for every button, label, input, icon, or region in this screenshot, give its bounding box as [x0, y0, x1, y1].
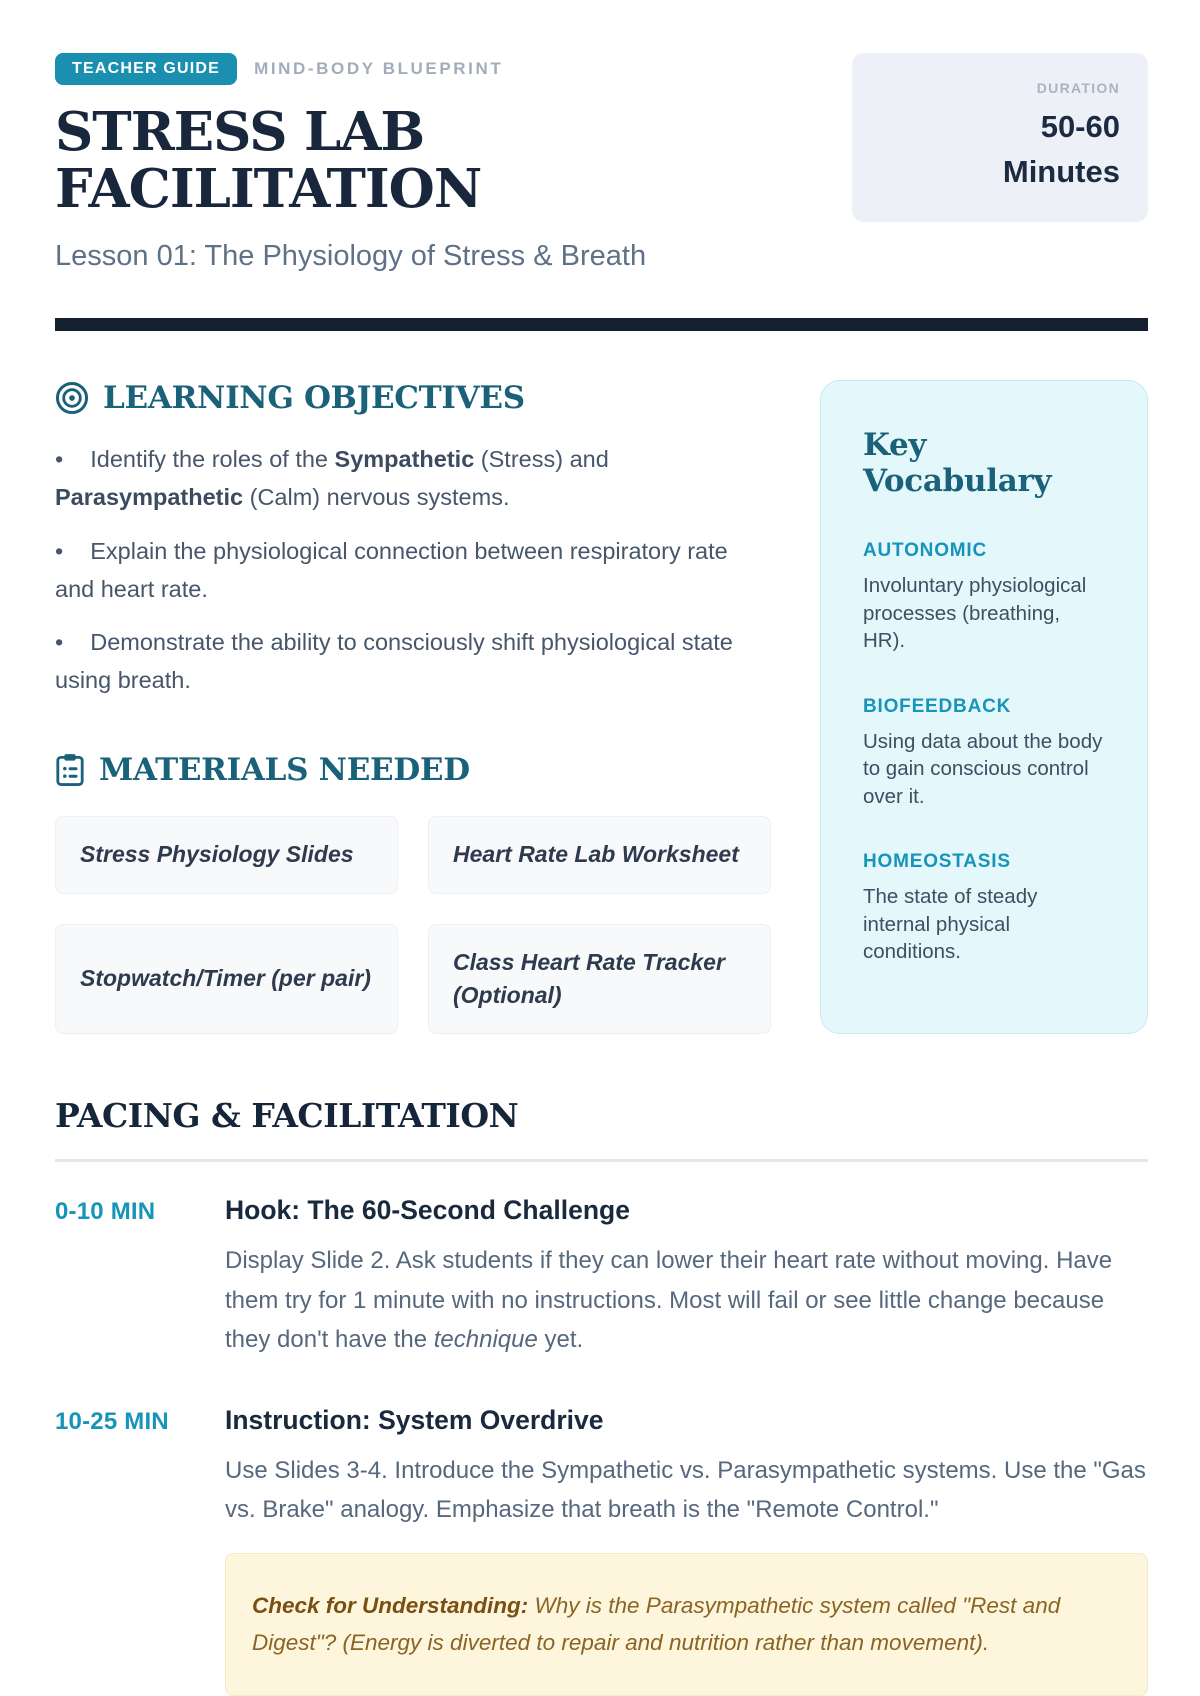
- text-segment: technique: [433, 1326, 538, 1354]
- pacing-section: [55, 1096, 1148, 1696]
- material-label: Heart Rate Lab Worksheet: [453, 841, 739, 868]
- text-segment: Explain the physiological connection between respiratory rate and heart rate.: [55, 537, 728, 602]
- material-label: Stress Physiology Slides: [80, 841, 354, 868]
- header: [55, 53, 1148, 273]
- pacing-body: [225, 1451, 1148, 1530]
- page-title-line1: STRESS LAB: [55, 101, 425, 163]
- page-title-line2: FACILITATION: [55, 157, 482, 220]
- material-label: Class Heart Rate Tracker (Optional): [453, 948, 725, 1009]
- objective-item: [55, 623, 771, 699]
- duration-label: DURATION: [1036, 80, 1120, 96]
- target-icon: [55, 381, 89, 415]
- vocab-term: AUTONOMIC: [863, 540, 988, 562]
- objective-item: [55, 532, 771, 608]
- text-segment: Display Slide 2. Ask students if they can lower their heart rate without moving. Have them try for 1 minute with no instructions. Most will fail or see little change because they don't have the: [225, 1247, 1113, 1354]
- learning-objectives-heading: [55, 380, 771, 416]
- objectives-list: [55, 440, 771, 698]
- duration-box: [852, 53, 1148, 222]
- vocab-definition: Involuntary physiological processes (breathing, HR).: [863, 574, 1087, 653]
- vocab-definition: Using data about the body to gain conscious control over it.: [863, 729, 1103, 808]
- material-label: Stopwatch/Timer (per pair): [80, 965, 371, 992]
- page-title: [55, 101, 646, 220]
- header-left: [55, 53, 646, 273]
- brand-label: MIND-BODY BLUEPRINT: [254, 59, 504, 78]
- materials-heading-text: MATERIALS NEEDED: [99, 751, 470, 788]
- pacing-entry: [55, 1405, 1148, 1696]
- pacing-title: Hook: The 60-Second Challenge: [225, 1195, 630, 1226]
- key-vocabulary-heading: Key Vocabulary: [863, 427, 1052, 500]
- materials-heading: [55, 752, 771, 788]
- material-card: [428, 816, 771, 894]
- badge-row: [55, 53, 646, 85]
- pacing-entry: [55, 1195, 1148, 1359]
- vocab-entry: [863, 851, 1105, 965]
- header-divider: [55, 318, 1148, 331]
- lesson-subtitle: Lesson 01: The Physiology of Stress & Breath: [55, 240, 647, 273]
- left-column: [55, 380, 771, 1034]
- bullet-dot: •: [55, 446, 64, 473]
- pacing-divider: [55, 1159, 1148, 1162]
- text-segment: Use Slides 3-4. Introduce the Sympathetic vs. Parasympathetic systems. Use the "Gas vs. Brake" analogy. Emphasize that breath is the "Remote Control.": [225, 1456, 1146, 1523]
- bullet-dot: •: [55, 537, 64, 564]
- material-card: [428, 924, 771, 1035]
- materials-grid: [55, 816, 771, 1035]
- material-card: [55, 924, 398, 1035]
- text-segment: Parasympathetic: [55, 484, 244, 511]
- callout-text: Why is the Parasympathetic system called "Rest and Digest"? (Energy is diverted to repair and nutrition rather than movement).: [252, 1593, 1061, 1655]
- text-segment: (Calm) nervous systems.: [243, 484, 510, 511]
- pacing-time: 10-25 MIN: [55, 1407, 169, 1435]
- vocab-term: BIOFEEDBACK: [863, 695, 1012, 717]
- pacing-content: [225, 1405, 1148, 1696]
- vocab-term: HOMEOSTASIS: [863, 851, 1011, 873]
- text-segment: Sympathetic: [334, 446, 475, 473]
- vocab-list: [863, 540, 1105, 965]
- main-columns: [55, 380, 1148, 1034]
- vocab-entry: [863, 540, 1105, 654]
- duration-value: 50-60 Minutes: [1002, 109, 1120, 189]
- check-for-understanding-callout: [225, 1553, 1148, 1696]
- vocab-definition: The state of steady internal physical conditions.: [863, 885, 1038, 964]
- pacing-time: 0-10 MIN: [55, 1198, 156, 1226]
- text-segment: Demonstrate the ability to consciously shift physiological state using breath.: [55, 628, 733, 693]
- pacing-heading: PACING & FACILITATION: [55, 1096, 519, 1136]
- text-segment: yet.: [537, 1326, 584, 1354]
- pacing-title: Instruction: System Overdrive: [225, 1404, 604, 1435]
- pacing-body: [225, 1241, 1148, 1359]
- callout-label: Check for Understanding:: [252, 1593, 535, 1619]
- pacing-content: [225, 1195, 1148, 1359]
- clipboard-icon: [55, 753, 85, 787]
- text-segment: (Stress) and: [474, 446, 609, 473]
- pacing-entries: [55, 1195, 1148, 1696]
- materials-section: [55, 752, 771, 1035]
- learning-objectives-heading-text: LEARNING OBJECTIVES: [103, 380, 525, 417]
- key-vocabulary-panel: [820, 380, 1148, 1034]
- material-card: [55, 816, 398, 894]
- vocab-entry: [863, 696, 1105, 810]
- text-segment: Identify the roles of the: [90, 446, 335, 473]
- objective-item: [55, 440, 771, 516]
- teacher-guide-badge: TEACHER GUIDE: [55, 53, 237, 85]
- learning-objectives-section: [55, 380, 771, 698]
- bullet-dot: •: [55, 628, 64, 655]
